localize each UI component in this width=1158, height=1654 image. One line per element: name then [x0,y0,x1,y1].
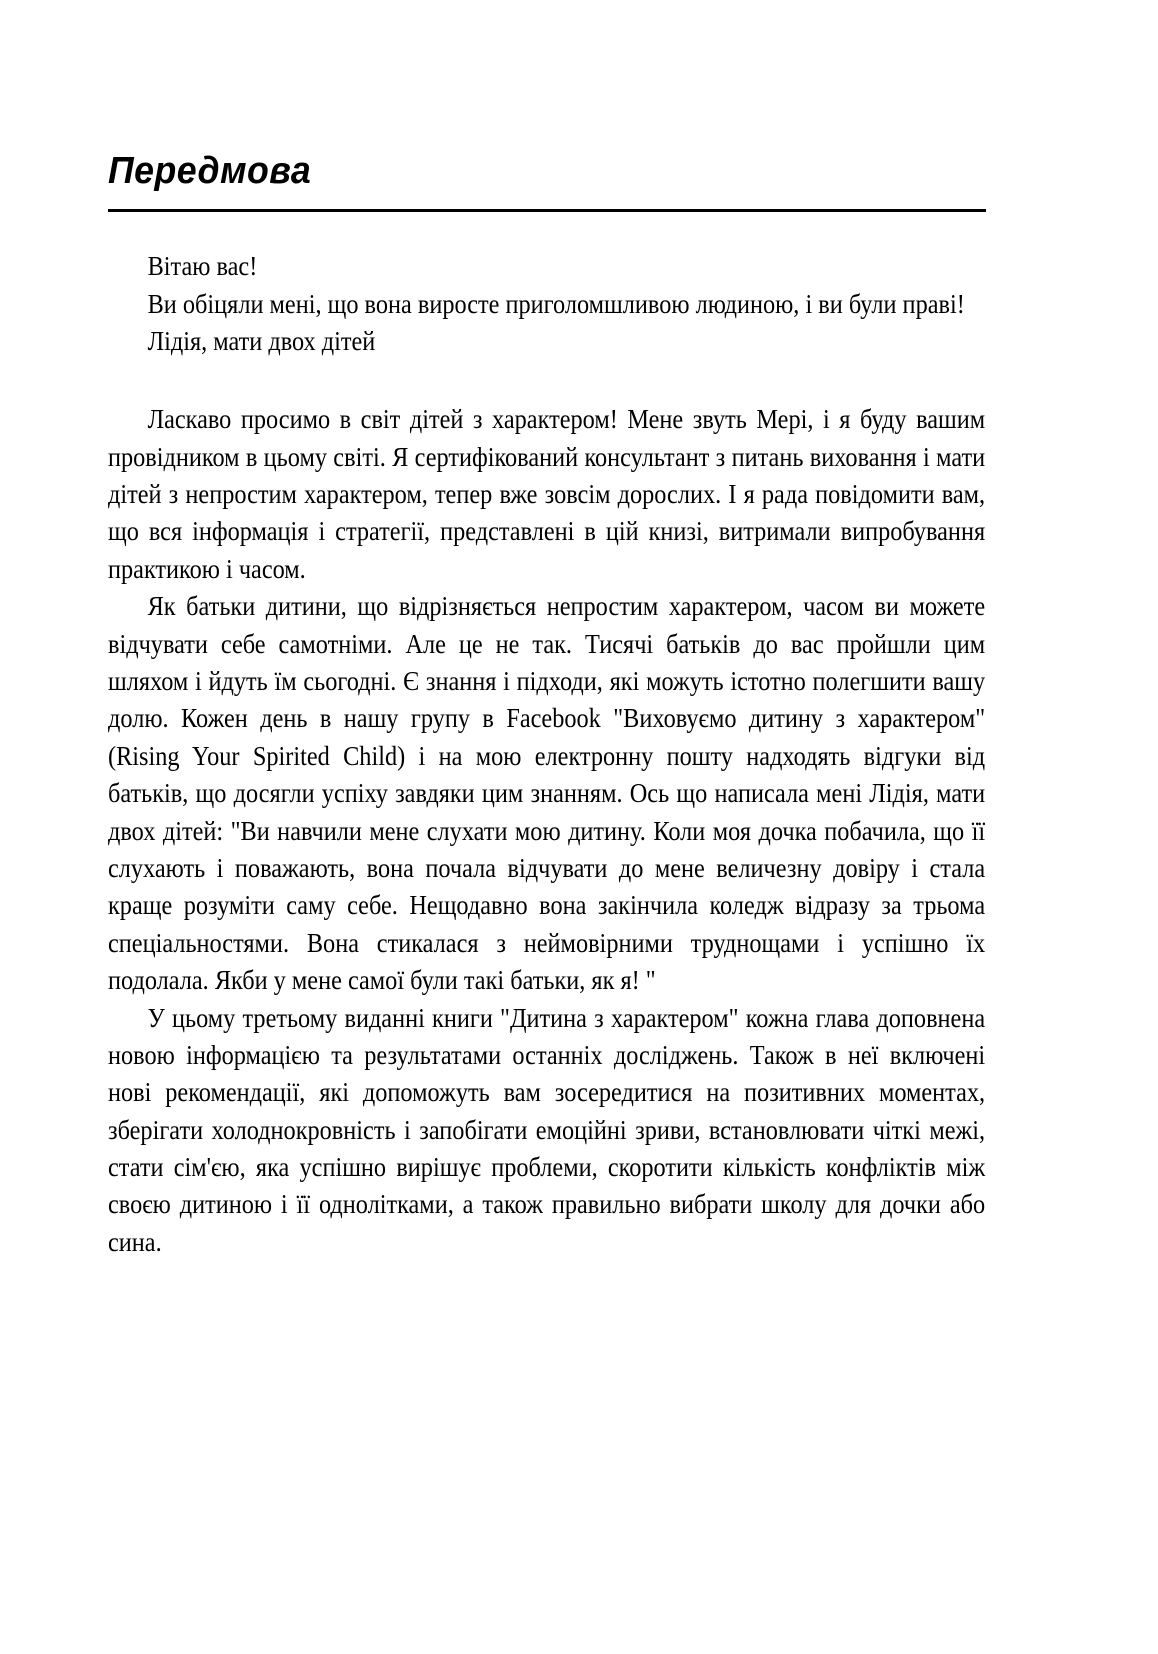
body-paragraph: У цьому третьому виданні книги "Дитина з характером" кожна глава доповнена новою інформацією та результатами останніх досліджень. Також в неї включені нові рекомендації, які допоможуть вам зосередитися на позитивних моментах, зберігати холоднокровність і запобігати емоційні зриви, встановлювати чіткі межі, стати сім'єю, яка успішно вирішує проблеми, скоротити кількість конфліктів між своєю дитиною і її однолітками, а також правильно вибрати школу для дочки або сина. [108,1002,986,1257]
page-content-column [108,0,986,1261]
body-text-block [108,401,986,1261]
epigraph-line: Ви обіцяли мені, що вона виросте приголомшливою людиною, і ви були праві! [147,288,965,319]
epigraph-attribution: Лідія, мати двох дітей [147,326,376,357]
body-paragraph: Як батьки дитини, що відрізняється непростим характером, часом ви можете відчувати себе самотніми. Але це не так. Тисячі батьків до вас пройшли цим шляхом і йдуть їм сьогодні. Є знання і підходи, які можуть істотно полегшити вашу долю. Кожен день в нашу групу в Facebook "Виховуємо дитину з характером" (Rising Your Spirited Child) і на мою електронну пошту надходять відгуки від батьків, що досягли успіху завдяки цим знанням. Ось що написала мені Лідія, мати двох дітей: "Ви навчили мене слухати мою дитину. Коли моя дочка побачила, що її слухають і поважають, вона почала відчувати до мене величезну довіру і стала краще розуміти саму себе. Нещодавно вона закінчила коледж відразу за трьома спеціальностями. Вона стикалася з неймовірними труднощами і успішно їх подолала. Якби у мене самої були такі батьки, як я! " [108,591,986,996]
epigraph-line: Вітаю вас! [147,250,258,281]
title-divider [108,209,986,212]
page-title: Передмова [108,150,312,192]
epigraph-block [108,248,986,361]
body-paragraph: Ласкаво просимо в світ дітей з характером! Мене звуть Мері, і я буду вашим провідником в цьому світі. Я сертифікований консультант з питань виховання і мати дітей з непростим характером, тепер вже зовсім дорослих. І я рада повідомити вам, що вся інформація і стратегії, представлені в цій книзі, витримали випробування практикою і часом. [108,404,986,584]
